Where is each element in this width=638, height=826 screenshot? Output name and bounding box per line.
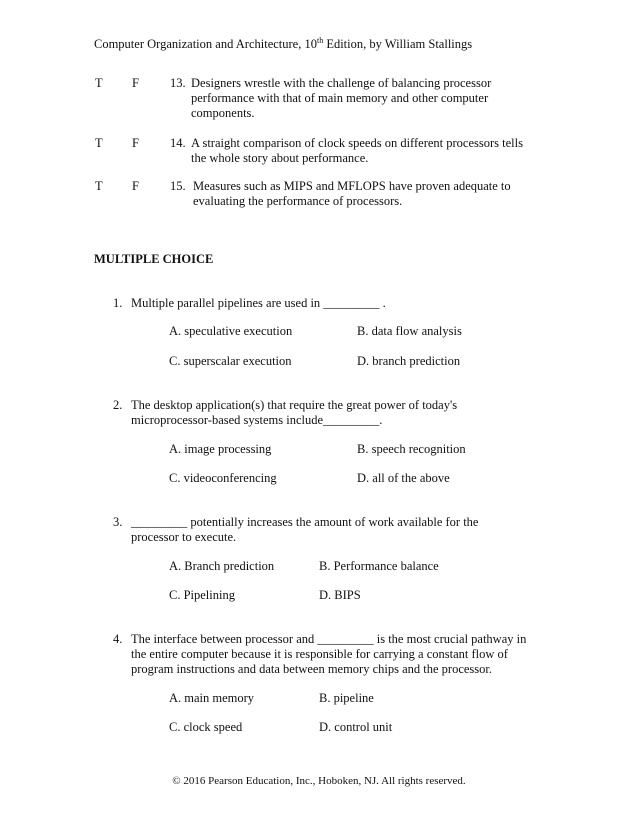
copyright-footer: © 2016 Pearson Education, Inc., Hoboken, NJ. All rights reserved. [172,775,466,787]
tf-true-marker: T [95,136,103,150]
tf-number: 13. [170,76,186,90]
tf-true-marker: T [95,76,103,90]
answer-option-d: D. control unit [319,720,393,734]
answer-option-a: A. main memory [169,691,255,705]
answer-option-c: C. superscalar execution [169,354,292,368]
question-text: Multiple parallel pipelines are used in _________ . [131,296,386,310]
question-text: _________ potentially increases the amount of work available for the processor to execute. [131,515,479,544]
answer-option-a: A. image processing [169,442,272,456]
section-title: MULTIPLE CHOICE [94,252,214,266]
tf-false-marker: F [132,136,139,150]
tf-number: 14. [170,136,186,150]
question-number: 3. [113,515,123,529]
answer-option-c: C. clock speed [169,720,243,734]
header-title-main: Computer Organization and Architecture, 10 [94,37,317,51]
question-text: The desktop application(s) that require the great power of today's microprocessor-based systems include_________. [131,398,458,427]
tf-number: 15. [170,179,186,193]
question-number: 1. [113,296,123,310]
header-title-rest: Edition, by William Stallings [323,37,473,51]
answer-option-c: C. videoconferencing [169,471,277,485]
answer-option-d: D. branch prediction [357,354,461,368]
answer-option-a: A. speculative execution [169,324,293,338]
answer-option-b: B. Performance balance [319,559,439,573]
question-number: 2. [113,398,123,412]
answer-option-d: D. BIPS [319,588,361,602]
answer-option-b: B. data flow analysis [357,324,462,338]
page-header [94,36,472,52]
answer-option-b: B. pipeline [319,691,374,705]
tf-false-marker: F [132,76,139,90]
tf-statement: A straight comparison of clock speeds on different processors tells the whole story about performance. [191,136,523,165]
answer-option-a: A. Branch prediction [169,559,275,573]
answer-option-c: C. Pipelining [169,588,235,602]
header-title-sup: th [316,35,324,45]
tf-statement: Measures such as MIPS and MFLOPS have proven adequate to evaluating the performance of processors. [193,179,511,208]
answer-option-d: D. all of the above [357,471,450,485]
answer-option-b: B. speech recognition [357,442,466,456]
question-number: 4. [113,632,123,646]
question-text: The interface between processor and _________ is the most crucial pathway in the entire computer because it is responsible for carrying a constant flow of program instructions and data between memory chips and the processor. [131,632,527,676]
tf-false-marker: F [132,179,139,193]
tf-true-marker: T [95,179,103,193]
tf-statement: Designers wrestle with the challenge of balancing processor performance with that of main memory and other computer components. [191,76,492,120]
